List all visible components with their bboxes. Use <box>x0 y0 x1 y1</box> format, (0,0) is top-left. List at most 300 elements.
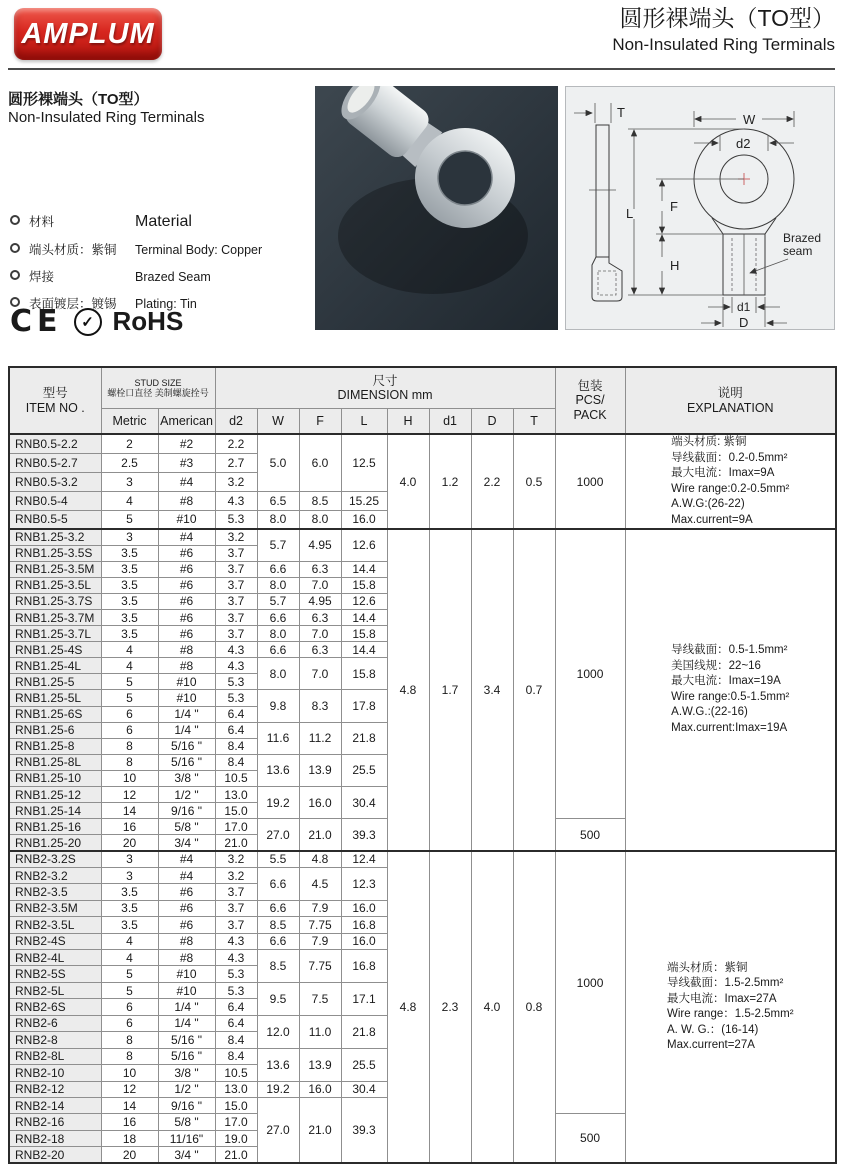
metric-cell: 3 <box>101 867 158 883</box>
item-no-cell: RNB2-8L <box>9 1048 101 1064</box>
american-cell: #6 <box>158 609 215 625</box>
bullet-icon <box>10 270 20 280</box>
col-item-en: ITEM NO . <box>25 400 85 415</box>
american-cell: 1/4 " <box>158 1015 215 1031</box>
d2-cell: 3.7 <box>215 561 257 577</box>
material-zh: 焊接 <box>29 270 55 284</box>
f-cell: 16.0 <box>299 787 341 819</box>
metric-cell: 2.5 <box>101 453 158 472</box>
f-cell: 13.9 <box>299 1048 341 1081</box>
d2-cell: 4.3 <box>215 950 257 966</box>
f-cell: 6.3 <box>299 609 341 625</box>
metric-cell: 16 <box>101 1114 158 1130</box>
item-no-cell: RNB2-4L <box>9 950 101 966</box>
dim-label-d2: d2 <box>736 136 751 151</box>
column-header-d1: d1 <box>429 409 471 435</box>
w-cell: 8.5 <box>257 950 299 983</box>
w-cell: 5.7 <box>257 529 299 561</box>
metric-cell: 10 <box>101 770 158 786</box>
info-section <box>8 86 835 348</box>
dim-label-h: H <box>670 258 680 273</box>
american-cell: #3 <box>158 453 215 472</box>
f-cell: 7.0 <box>299 658 341 690</box>
item-no-cell: RNB1.25-3.7L <box>9 626 101 642</box>
w-cell: 8.0 <box>257 510 299 529</box>
d1-cell: 2.3 <box>429 851 471 1163</box>
f-cell: 4.8 <box>299 851 341 867</box>
column-header-w: W <box>257 409 299 435</box>
bullet-icon <box>10 215 20 225</box>
d2-cell: 2.2 <box>215 434 257 453</box>
f-cell: 16.0 <box>299 1081 341 1097</box>
col-item-zh: 型号 <box>42 386 68 401</box>
rohs-label: RoHS <box>112 306 184 336</box>
certifications <box>10 304 183 339</box>
l-cell: 14.4 <box>341 642 387 658</box>
material-row <box>10 212 310 231</box>
metric-cell: 6 <box>101 706 158 722</box>
american-cell: 1/4 " <box>158 722 215 738</box>
terminal-photo <box>315 86 558 330</box>
american-cell: #4 <box>158 851 215 867</box>
american-cell: 5/16 " <box>158 1032 215 1048</box>
table-row <box>9 434 836 453</box>
item-no-cell: RNB2-10 <box>9 1065 101 1081</box>
column-header-h: H <box>387 409 429 435</box>
l-cell: 16.0 <box>341 510 387 529</box>
t-cell: 0.7 <box>513 529 555 851</box>
l-cell: 21.8 <box>341 722 387 754</box>
metric-cell: 8 <box>101 1048 158 1064</box>
column-header-d: D <box>471 409 513 435</box>
metric-cell: 14 <box>101 803 158 819</box>
d-cell: 2.2 <box>471 434 513 529</box>
l-cell: 12.6 <box>341 593 387 609</box>
d2-cell: 5.3 <box>215 674 257 690</box>
item-no-cell: RNB1.25-8L <box>9 754 101 770</box>
column-header-stud-size <box>101 367 215 409</box>
intro-title-zh: 圆形裸端头（TO型） <box>8 91 149 108</box>
item-no-cell: RNB2-4S <box>9 933 101 949</box>
item-no-cell: RNB1.25-14 <box>9 803 101 819</box>
item-no-cell: RNB1.25-8 <box>9 738 101 754</box>
american-cell: #6 <box>158 917 215 933</box>
f-cell: 21.0 <box>299 1097 341 1163</box>
item-no-cell: RNB0.5-2.2 <box>9 434 101 453</box>
w-cell: 6.6 <box>257 900 299 916</box>
l-cell: 15.25 <box>341 491 387 510</box>
l-cell: 14.4 <box>341 609 387 625</box>
american-cell: #4 <box>158 529 215 545</box>
f-cell: 8.5 <box>299 491 341 510</box>
american-cell: 9/16 " <box>158 1097 215 1113</box>
material-en: Terminal Body: Copper <box>135 243 263 257</box>
metric-cell: 3.5 <box>101 577 158 593</box>
w-cell: 6.6 <box>257 609 299 625</box>
metric-cell: 3.5 <box>101 626 158 642</box>
american-cell: 3/4 " <box>158 835 215 851</box>
column-header-explanation <box>625 367 836 434</box>
d2-cell: 5.3 <box>215 690 257 706</box>
f-cell: 8.0 <box>299 510 341 529</box>
item-no-cell: RNB1.25-12 <box>9 787 101 803</box>
d2-cell: 13.0 <box>215 787 257 803</box>
l-cell: 15.8 <box>341 577 387 593</box>
d2-cell: 8.4 <box>215 1032 257 1048</box>
metric-cell: 5 <box>101 674 158 690</box>
d2-cell: 21.0 <box>215 1147 257 1163</box>
item-no-cell: RNB0.5-5 <box>9 510 101 529</box>
metric-cell: 10 <box>101 1065 158 1081</box>
metric-cell: 12 <box>101 1081 158 1097</box>
metric-cell: 3.5 <box>101 917 158 933</box>
d2-cell: 3.7 <box>215 593 257 609</box>
american-cell: #8 <box>158 933 215 949</box>
material-en: Brazed Seam <box>135 270 211 284</box>
l-cell: 15.8 <box>341 658 387 690</box>
american-cell: #2 <box>158 434 215 453</box>
material-row <box>10 240 310 258</box>
intro-block <box>8 88 308 126</box>
d2-cell: 6.4 <box>215 722 257 738</box>
metric-cell: 3.5 <box>101 900 158 916</box>
l-cell: 14.4 <box>341 561 387 577</box>
l-cell: 12.6 <box>341 529 387 561</box>
metric-cell: 3.5 <box>101 593 158 609</box>
american-cell: #6 <box>158 626 215 642</box>
material-zh: 端头材质：紫铜 <box>29 243 117 257</box>
d2-cell: 10.5 <box>215 1065 257 1081</box>
metric-cell: 3.5 <box>101 609 158 625</box>
american-cell: #6 <box>158 577 215 593</box>
item-no-cell: RNB1.25-20 <box>9 835 101 851</box>
d2-cell: 3.2 <box>215 851 257 867</box>
american-cell: #8 <box>158 950 215 966</box>
d2-cell: 19.0 <box>215 1130 257 1146</box>
metric-cell: 4 <box>101 491 158 510</box>
w-cell: 6.5 <box>257 491 299 510</box>
item-no-cell: RNB2-16 <box>9 1114 101 1130</box>
l-cell: 16.8 <box>341 917 387 933</box>
bullet-icon <box>10 243 20 253</box>
american-cell: #4 <box>158 867 215 883</box>
f-cell: 13.9 <box>299 754 341 786</box>
item-no-cell: RNB2-5S <box>9 966 101 982</box>
metric-cell: 12 <box>101 787 158 803</box>
l-cell: 12.4 <box>341 851 387 867</box>
item-no-cell: RNB2-3.5L <box>9 917 101 933</box>
american-cell: 5/8 " <box>158 819 215 835</box>
table-row <box>9 851 836 867</box>
w-cell: 5.7 <box>257 593 299 609</box>
col-stud-en: STUD SIZE <box>134 377 182 388</box>
d2-cell: 17.0 <box>215 1114 257 1130</box>
w-cell: 5.5 <box>257 851 299 867</box>
item-no-cell: RNB1.25-16 <box>9 819 101 835</box>
metric-cell: 6 <box>101 1015 158 1031</box>
item-no-cell: RNB2-3.2S <box>9 851 101 867</box>
d1-cell: 1.7 <box>429 529 471 851</box>
american-cell: #10 <box>158 674 215 690</box>
f-cell: 8.3 <box>299 690 341 722</box>
w-cell: 9.5 <box>257 982 299 1015</box>
f-cell: 7.9 <box>299 933 341 949</box>
col-pack-en1: PCS/ <box>575 393 605 408</box>
header <box>8 0 835 70</box>
item-no-cell: RNB1.25-3.5L <box>9 577 101 593</box>
t-cell: 0.5 <box>513 434 555 529</box>
f-cell: 7.0 <box>299 626 341 642</box>
d1-cell: 1.2 <box>429 434 471 529</box>
d2-cell: 3.2 <box>215 472 257 491</box>
dim-label-l: L <box>626 206 634 221</box>
metric-cell: 5 <box>101 982 158 998</box>
metric-cell: 5 <box>101 510 158 529</box>
d2-cell: 3.7 <box>215 917 257 933</box>
d2-cell: 15.0 <box>215 1097 257 1113</box>
metric-cell: 4 <box>101 950 158 966</box>
american-cell: #10 <box>158 690 215 706</box>
col-pack-zh: 包装 <box>577 378 603 393</box>
f-cell: 6.3 <box>299 642 341 658</box>
item-no-cell: RNB1.25-10 <box>9 770 101 786</box>
metric-cell: 5 <box>101 966 158 982</box>
d2-cell: 3.7 <box>215 900 257 916</box>
material-zh: 材料 <box>29 215 55 229</box>
metric-cell: 14 <box>101 1097 158 1113</box>
d2-cell: 3.7 <box>215 884 257 900</box>
item-no-cell: RNB1.25-4L <box>9 658 101 674</box>
l-cell: 25.5 <box>341 1048 387 1081</box>
w-cell: 8.0 <box>257 658 299 690</box>
explanation-text: 端头材质: 紫铜 导线截面：0.2-0.5mm² 最大电流：Imax=9A Wire range:0.2-0.5mm² A.W.G:(26-22) Max.current=9A <box>671 436 790 526</box>
pack-cell: 500 <box>555 1114 625 1163</box>
f-cell: 11.0 <box>299 1015 341 1048</box>
terminal-photo-image <box>315 86 558 330</box>
d2-cell: 4.3 <box>215 933 257 949</box>
american-cell: 5/16 " <box>158 738 215 754</box>
page-title-en: Non-Insulated Ring Terminals <box>612 34 835 54</box>
item-no-cell: RNB1.25-3.5M <box>9 561 101 577</box>
page-title-zh: 圆形裸端头（TO型） <box>619 5 835 31</box>
item-no-cell: RNB2-12 <box>9 1081 101 1097</box>
d2-cell: 5.3 <box>215 510 257 529</box>
metric-cell: 3 <box>101 529 158 545</box>
d2-cell: 8.4 <box>215 1048 257 1064</box>
f-cell: 7.5 <box>299 982 341 1015</box>
metric-cell: 5 <box>101 690 158 706</box>
l-cell: 30.4 <box>341 1081 387 1097</box>
l-cell: 17.8 <box>341 690 387 722</box>
f-cell: 7.75 <box>299 950 341 983</box>
d2-cell: 8.4 <box>215 738 257 754</box>
item-no-cell: RNB2-18 <box>9 1130 101 1146</box>
american-cell: #6 <box>158 545 215 561</box>
certification-icon: ✓ <box>74 308 102 336</box>
d2-cell: 17.0 <box>215 819 257 835</box>
american-cell: #4 <box>158 472 215 491</box>
w-cell: 6.6 <box>257 867 299 900</box>
d2-cell: 5.3 <box>215 982 257 998</box>
item-no-cell: RNB2-8 <box>9 1032 101 1048</box>
dim-label-w: W <box>743 112 756 127</box>
h-cell: 4.0 <box>387 434 429 529</box>
f-cell: 4.5 <box>299 867 341 900</box>
american-cell: 5/16 " <box>158 1048 215 1064</box>
american-cell: #6 <box>158 561 215 577</box>
explanation-cell <box>625 434 836 529</box>
metric-cell: 20 <box>101 835 158 851</box>
item-no-cell: RNB1.25-3.2 <box>9 529 101 545</box>
american-cell: 1/4 " <box>158 999 215 1015</box>
f-cell: 21.0 <box>299 819 341 851</box>
pack-cell: 1000 <box>555 529 625 819</box>
item-no-cell: RNB2-6 <box>9 1015 101 1031</box>
dimension-diagram-image <box>566 87 834 329</box>
item-no-cell: RNB2-3.5 <box>9 884 101 900</box>
w-cell: 19.2 <box>257 1081 299 1097</box>
column-header-item <box>9 367 101 434</box>
column-header-l: L <box>341 409 387 435</box>
item-no-cell: RNB2-14 <box>9 1097 101 1113</box>
item-no-cell: RNB0.5-4 <box>9 491 101 510</box>
d2-cell: 3.7 <box>215 577 257 593</box>
item-no-cell: RNB1.25-6 <box>9 722 101 738</box>
d2-cell: 3.7 <box>215 626 257 642</box>
explanation-cell <box>625 851 836 1163</box>
w-cell: 12.0 <box>257 1015 299 1048</box>
american-cell: #8 <box>158 642 215 658</box>
w-cell: 13.6 <box>257 754 299 786</box>
w-cell: 8.0 <box>257 626 299 642</box>
american-cell: #6 <box>158 593 215 609</box>
american-cell: #6 <box>158 884 215 900</box>
w-cell: 6.6 <box>257 933 299 949</box>
l-cell: 12.3 <box>341 867 387 900</box>
f-cell: 6.0 <box>299 434 341 491</box>
f-cell: 7.9 <box>299 900 341 916</box>
h-cell: 4.8 <box>387 529 429 851</box>
l-cell: 17.1 <box>341 982 387 1015</box>
table-row <box>9 529 836 545</box>
column-header-f: F <box>299 409 341 435</box>
d2-cell: 8.4 <box>215 754 257 770</box>
w-cell: 19.2 <box>257 787 299 819</box>
w-cell: 5.0 <box>257 434 299 491</box>
explanation-text: 端头材质：紫铜 导线截面：1.5-2.5mm² 最大电流：Imax=27A Wire range：1.5-2.5mm² A. W. G.：(16-14) Max.current=27A <box>667 961 794 1052</box>
american-cell: 3/8 " <box>158 1065 215 1081</box>
d2-cell: 4.3 <box>215 642 257 658</box>
f-cell: 4.95 <box>299 593 341 609</box>
american-cell: #8 <box>158 491 215 510</box>
american-cell: 5/8 " <box>158 1114 215 1130</box>
metric-cell: 8 <box>101 738 158 754</box>
item-no-cell: RNB1.25-5L <box>9 690 101 706</box>
material-zh: 表面镀层：镀锡 <box>29 297 117 311</box>
american-cell: 1/2 " <box>158 1081 215 1097</box>
american-cell: #10 <box>158 982 215 998</box>
d2-cell: 6.4 <box>215 1015 257 1031</box>
d-cell: 3.4 <box>471 529 513 851</box>
metric-cell: 4 <box>101 642 158 658</box>
l-cell: 30.4 <box>341 787 387 819</box>
d2-cell: 5.3 <box>215 966 257 982</box>
metric-cell: 6 <box>101 722 158 738</box>
d2-cell: 21.0 <box>215 835 257 851</box>
col-stud-zh: 螺栓口直径 美制螺旋拴号 <box>107 388 209 398</box>
dimension-diagram <box>565 86 835 330</box>
item-no-cell: RNB1.25-3.7S <box>9 593 101 609</box>
item-no-cell: RNB2-3.5M <box>9 900 101 916</box>
l-cell: 21.8 <box>341 1015 387 1048</box>
column-header-american: American <box>158 409 215 435</box>
w-cell: 8.0 <box>257 577 299 593</box>
d2-cell: 4.3 <box>215 491 257 510</box>
l-cell: 25.5 <box>341 754 387 786</box>
brazed-seam-label2: seam <box>783 244 813 258</box>
metric-cell: 8 <box>101 1032 158 1048</box>
dim-label-d1: d1 <box>737 300 751 314</box>
item-no-cell: RNB0.5-3.2 <box>9 472 101 491</box>
american-cell: 3/8 " <box>158 770 215 786</box>
f-cell: 7.0 <box>299 577 341 593</box>
w-cell: 8.5 <box>257 917 299 933</box>
item-no-cell: RNB1.25-3.7M <box>9 609 101 625</box>
dim-label-d: D <box>739 315 749 329</box>
item-no-cell: RNB0.5-2.7 <box>9 453 101 472</box>
t-cell: 0.8 <box>513 851 555 1163</box>
column-header-d2: d2 <box>215 409 257 435</box>
american-cell: #8 <box>158 658 215 674</box>
d2-cell: 3.7 <box>215 609 257 625</box>
item-no-cell: RNB2-3.2 <box>9 867 101 883</box>
american-cell: #10 <box>158 510 215 529</box>
d2-cell: 3.2 <box>215 529 257 545</box>
american-cell: 9/16 " <box>158 803 215 819</box>
intro-title-en: Non-Insulated Ring Terminals <box>8 109 205 126</box>
metric-cell: 3 <box>101 851 158 867</box>
dim-label-f: F <box>670 199 678 214</box>
ce-mark-icon: CE <box>10 304 63 339</box>
front-view <box>626 111 821 329</box>
side-view <box>574 103 625 301</box>
item-no-cell: RNB1.25-6S <box>9 706 101 722</box>
american-cell: #10 <box>158 966 215 982</box>
l-cell: 16.8 <box>341 950 387 983</box>
metric-cell: 2 <box>101 434 158 453</box>
f-cell: 4.95 <box>299 529 341 561</box>
american-cell: 3/4 " <box>158 1147 215 1163</box>
d2-cell: 4.3 <box>215 658 257 674</box>
d2-cell: 13.0 <box>215 1081 257 1097</box>
material-en: Material <box>135 213 192 230</box>
l-cell: 39.3 <box>341 819 387 851</box>
d-cell: 4.0 <box>471 851 513 1163</box>
item-no-cell: RNB2-6S <box>9 999 101 1015</box>
material-row <box>10 267 310 285</box>
col-dim-zh: 尺寸 <box>372 373 398 388</box>
brand-logo <box>14 8 162 60</box>
pack-cell: 500 <box>555 819 625 851</box>
brand-logo-text: AMPLUM <box>21 17 155 50</box>
item-no-cell: RNB1.25-4S <box>9 642 101 658</box>
item-no-cell: RNB1.25-3.5S <box>9 545 101 561</box>
spec-table <box>8 366 837 1164</box>
explanation-cell <box>625 529 836 851</box>
w-cell: 6.6 <box>257 642 299 658</box>
d2-cell: 6.4 <box>215 706 257 722</box>
d2-cell: 10.5 <box>215 770 257 786</box>
